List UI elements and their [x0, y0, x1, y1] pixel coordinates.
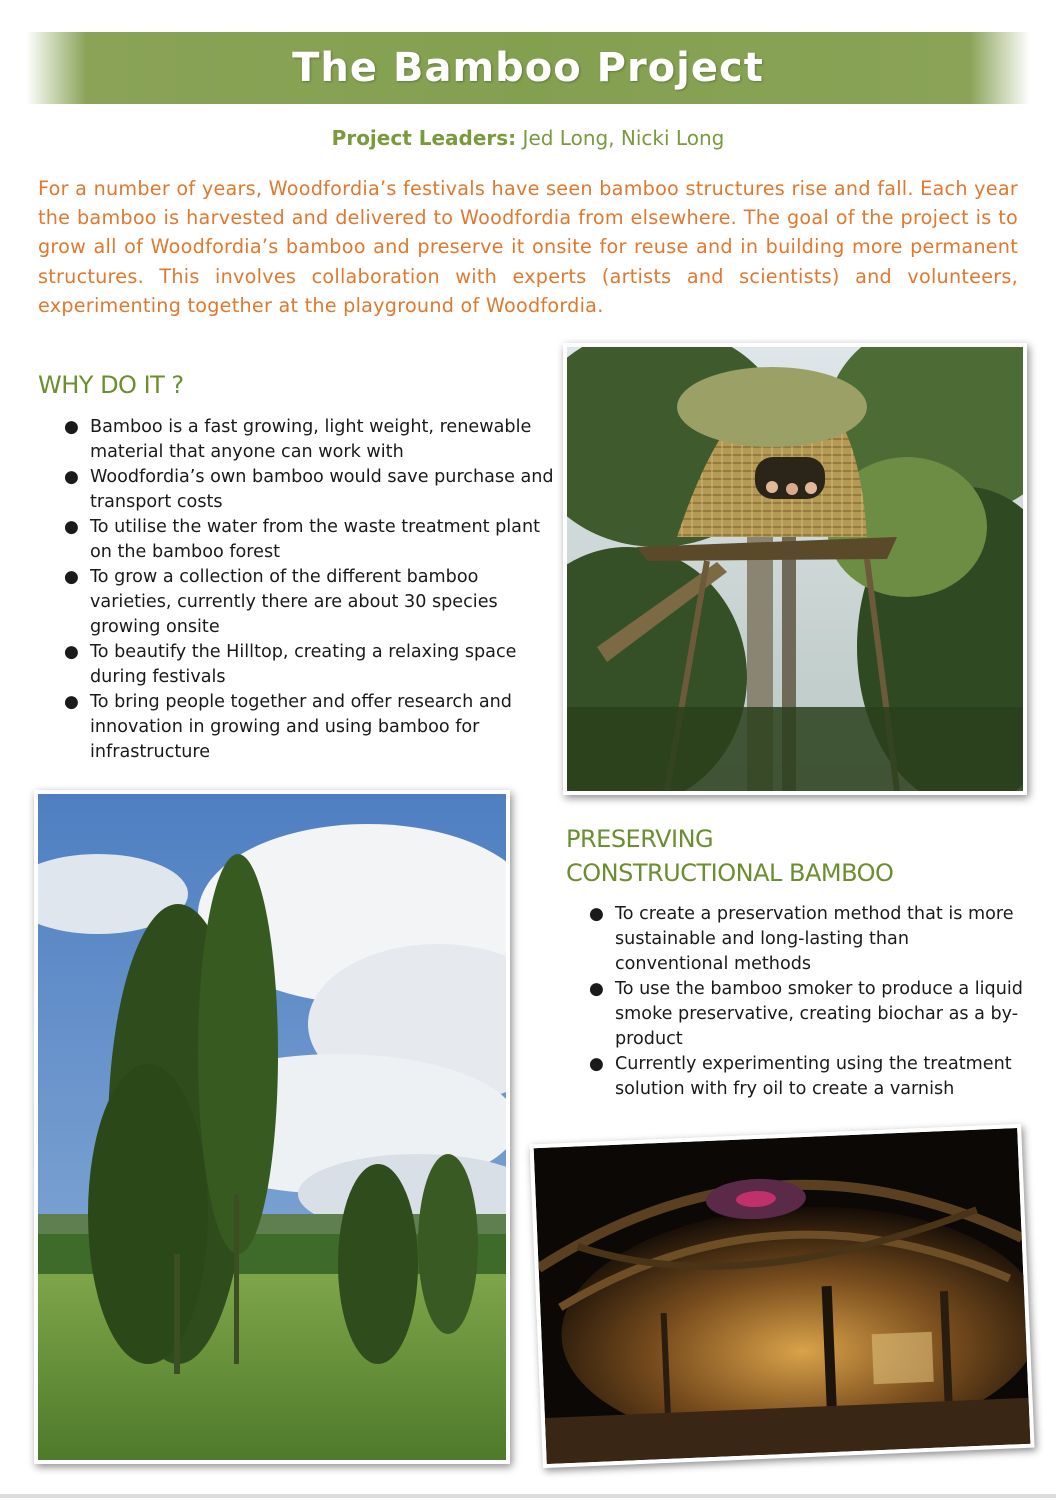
bamboo-forest-photo: [34, 790, 510, 1464]
bullet-icon: ●: [589, 1054, 604, 1074]
title-banner: [26, 32, 1030, 104]
list-item-text: Currently experimenting using the treatment solution with fry oil to create a varnish: [615, 1054, 1012, 1099]
bullet-icon: ●: [64, 517, 79, 537]
preserving-heading: [566, 822, 893, 890]
list-item-text: To bring people together and offer research and innovation in growing and using bamboo for infrastructure: [90, 692, 512, 762]
bullet-icon: ●: [64, 417, 79, 437]
list-item: [38, 465, 558, 515]
project-leaders: [0, 126, 1056, 150]
bullet-icon: ●: [64, 567, 79, 587]
list-item-text: To utilise the water from the waste treatment plant on the bamboo forest: [90, 517, 540, 562]
list-item-text: To grow a collection of the different bamboo varieties, currently there are about 30 species growing onsite: [90, 567, 498, 637]
treehouse-photo: [563, 343, 1027, 795]
list-item: [38, 565, 558, 640]
bullet-icon: ●: [589, 904, 604, 924]
bullet-icon: ●: [64, 642, 79, 662]
list-item: [563, 1052, 1023, 1102]
bullet-icon: ●: [64, 467, 79, 487]
bullet-icon: ●: [589, 979, 604, 999]
list-item: [38, 690, 558, 765]
project-leaders-label: Project Leaders:: [331, 126, 517, 150]
intro-paragraph: For a number of years, Woodfordia’s festivals have seen bamboo structures rise and fall. Each year the bamboo is harvested and delivered to Woodfordia from elsewhere. The goal of the project is to grow all of Woodfordia’s bamboo and preserve it onsite for reuse and in building more permanent structures. This involves collaboration with experts (artists and scientists) and volunteers, experimenting together at the playground of Woodfordia.: [38, 177, 1018, 317]
list-item-text: To create a preservation method that is more sustainable and long-lasting than conventional methods: [615, 904, 1014, 974]
bullet-icon: ●: [64, 692, 79, 712]
list-item: [563, 977, 1023, 1052]
why-list: [38, 415, 558, 765]
project-leaders-names: Jed Long, Nicki Long: [522, 126, 725, 150]
treehouse-image: [567, 347, 1023, 791]
preserving-heading-line2: CONSTRUCTIONAL BAMBOO: [566, 859, 894, 887]
preserving-heading-line1: PRESERVING: [566, 825, 714, 853]
bamboo-structure-night-photo: [529, 1124, 1034, 1468]
preserving-list: [563, 902, 1023, 1102]
page-divider: [0, 1494, 1056, 1498]
bamboo-structure-night-image: [534, 1128, 1031, 1464]
page-title: The Bamboo Project: [292, 45, 764, 91]
list-item-text: Bamboo is a fast growing, light weight, renewable material that anyone can work with: [90, 417, 532, 462]
why-heading: WHY DO IT ?: [38, 371, 184, 399]
list-item: [38, 515, 558, 565]
list-item: [563, 902, 1023, 977]
list-item: [38, 640, 558, 690]
list-item-text: To use the bamboo smoker to produce a liquid smoke preservative, creating biochar as a by-product: [615, 979, 1023, 1049]
bamboo-forest-image: [38, 794, 506, 1460]
list-item-text: Woodfordia’s own bamboo would save purchase and transport costs: [90, 467, 554, 512]
list-item-text: To beautify the Hilltop, creating a relaxing space during festivals: [90, 642, 517, 687]
list-item: [38, 415, 558, 465]
